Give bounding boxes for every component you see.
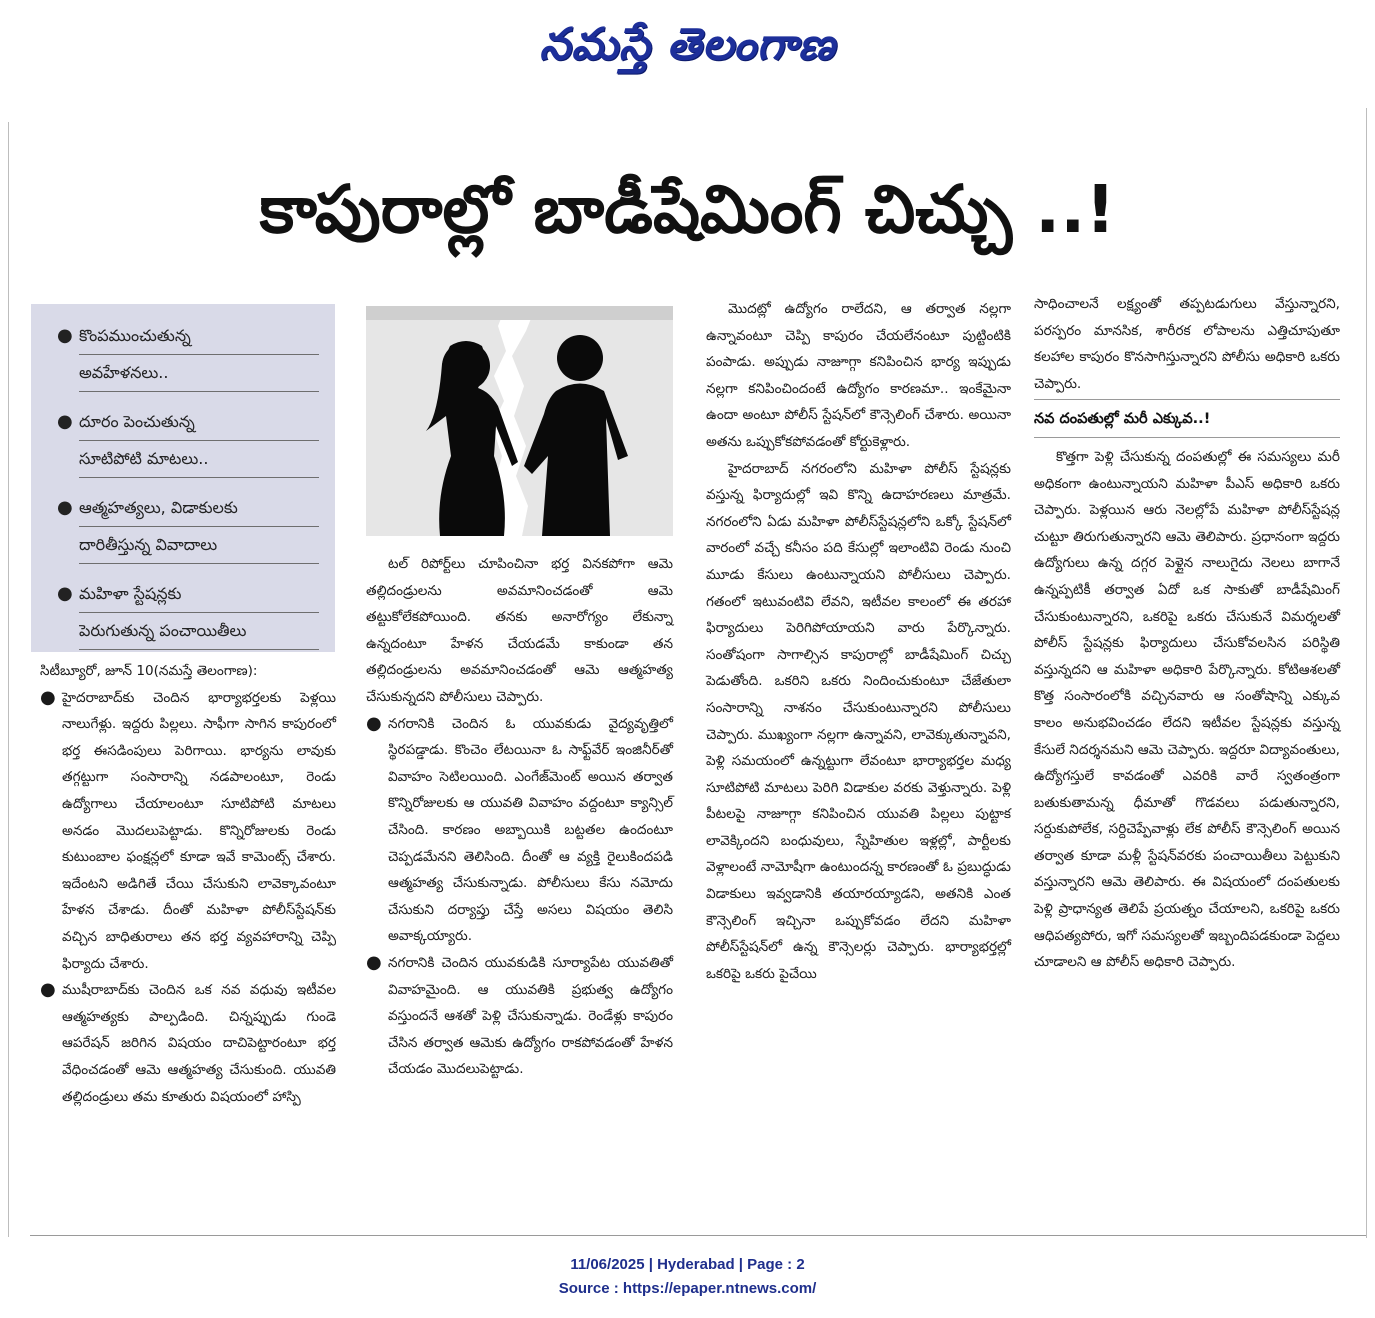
masthead-logo [0, 10, 1375, 80]
highlight-line: సూటిపోటి మాటలు.. [79, 441, 319, 478]
headline: కాపురాల్లో బాడీషేమింగ్ చిచ్చు ..! [259, 171, 1116, 248]
article-paragraph: ● ముషీరాబాద్‌కు చెందిన ఒక నవ వధువు ఇటీవల ఆత్మహత్యకు పాల్పడింది. చిన్నప్పుడు గుండె ఆపరేషన్ జరిగిన విషయం దాచిపెట్టారంటూ భర్త వేధించడంతో ఆమె ఆత్మహత్య చేసుకుంది. యువతి తల్లిదండ్రులు తమ కూతురు విషయంలో హాస్పి [40, 979, 336, 1105]
article-paragraph: మొదట్లో ఉద్యోగం రాలేదని, ఆ తర్వాత నల్లగా ఉన్నావంటూ చెప్పి కాపురం చేయలేనంటూ పుట్టింటికి పంపాడు. అప్పుడు నాజూగ్గా కనిపించిన భార్య ఇప్పుడు నల్లగా కనిపించిందంటే ఉద్యోగం కారణమా.. ఇంకేమైనా ఉందా అంటూ పోలీస్ స్టేషన్‌లో కౌన్సెలింగ్ చేశారు. అయినా అతను ఒప్పుకోకపోవడంతో కోర్టుకెళ్లారు. [706, 301, 1011, 450]
masthead-title: నమస్తే తెలంగాణ [539, 19, 836, 70]
article-paragraph: టల్ రిపోర్ట్‌లు చూపించినా భర్త వినకపోగా ఆమె తల్లిదండ్రులను అవమానించడంతో ఆమె తట్టుకోలేకపోయింది. తనకు అనారోగ్యం లేకున్నా ఉన్నదంటూ హేళన చేయడమే కాకుండా తన తల్లిదండ్రులను అవమానించడంతో ఆమె ఆత్మహత్య చేసుకున్నదని పోలీసులు చెప్పారు. [366, 556, 673, 705]
article-paragraph: హైదరాబాద్ నగరంలోని మహిళా పోలీస్ స్టేషన్లకు వస్తున్న ఫిర్యాదుల్లో ఇవి కొన్ని ఉదాహరణలు మాత్రమే. నగరంలోని ఏడు మహిళా పోలీస్‌స్టేషన్లలోని ఒక్కో స్టేషన్‌లో వారంలో వచ్చే కనీసం పది కేసుల్లో ఇలాంటివి రెండు నుంచి మూడు కేసులు ఉంటున్నాయని పోలీసులు చెప్పారు. గతంలో ఇటువంటివి లేవని, ఇటీవల కాలంలో ఈ తరహా ఫిర్యాదులు పెరిగిపోయాయని వారు పేర్కొన్నారు. సంతోషంగా సాగాల్సిన కాపురాల్లో బాడీషేమింగ్ చిచ్చు పెడుతోంది. ఒకరిని ఒకరు నిందించుకుంటూ చేజేతులా సంసారాన్ని నాశనం చేసుకుంటున్నారని పోలీసులు చెప్పారు. ముఖ్యంగా నల్లగా ఉన్నావని, లావెక్కుతున్నావని, పెళ్లి సమయంలో ఉన్నట్టుగా లేవంటూ భార్యాభర్తల మధ్య సూటిపోటి మాటలు పెరిగి విడాకుల వరకు వెళ్తున్నారు. పెళ్లి పీటలపై నాజూగ్గా కనిపించిన యువతి పిల్లలు పుట్టాక లావెక్కిందని బంధువులు, స్నేహితుల ఇళ్లల్లో, పార్టీలకు వెళ్లాలంటే నామోషీగా ఉంటుందన్న కారణంతో ఓ ప్రబుద్ధుడు విడాకులు ఇవ్వడానికి తయారయ్యాడని, అతనికి ఎంత కౌన్సెలింగ్ ఇచ్చినా ఒప్పుకోవడం లేదని మహిళా పోలీస్‌స్టేషన్‌లో ఉన్న కౌన్సెలర్లు చెప్పారు. భార్యాభర్తల్లో ఒకరిపై ఒకరు పైచేయి [706, 460, 1011, 982]
highlights-box [31, 304, 335, 652]
highlight-item [57, 318, 317, 392]
article-paragraph: కొత్తగా పెళ్లి చేసుకున్న దంపతుల్లో ఈ సమస్యలు మరీ అధికంగా ఉంటున్నాయని మహిళా పీఎస్ అధికారి ఒకరు చెప్పారు. పెళ్లయిన ఆరు నెలల్లోపే మహిళా పోలీస్‌స్టేషన్ల చుట్టూ తిరుగుతున్నారని ఆమె తెలిపారు. ప్రధానంగా ఇద్దరు ఉద్యోగులు ఉన్న దగ్గర పెళ్లైన నాలుగైదు నెలలు బాగానే ఉన్నప్పటికీ తర్వాత ఏదో ఒక సాకుతో బాడీషేమింగ్ చేసుకుంటున్నారని, ఒకరిపై ఒకరు చేసుకునే విమర్శలతో పోలీస్ స్టేషన్లకు ఫిర్యాదులు చేసుకోవలసిన పరిస్థితి వస్తున్నదని ఆ మహిళా అధికారి పేర్కొన్నారు. కోటిఆశలతో కొత్త సంసారంలోకి వచ్చినవారు ఆ సంతోషాన్ని ఎక్కువ కాలం అనుభవించడం లేదని ఇటీవల స్టేషన్లకు వస్తున్న కేసులే నిదర్శనమని ఆమె చెప్పారు. ఇద్దరూ విద్యావంతులు, ఉద్యోగస్తులే కావడంతో ఎవరికి వారే స్వతంత్రంగా బతుకుతామన్న ధీమాతో గొడవలు పడుతున్నారని, సర్దుకుపోలేక, సర్దిచెప్పేవాళ్లు లేక పోలీస్ కౌన్సెలింగ్ అయిన తర్వాత కూడా మళ్లీ స్టేషన్‌వరకు పంచాయితీలు పెట్టుకుని వస్తున్నారని ఆమె తెలిపారు. ఈ విషయంలో దంపతులకు పెళ్లి ప్రాధాన్యత తెలిపే ప్రయత్నం చేయాలని, ఒకరిపై ఒకరు ఆధిపత్యపోరు, ఇగో సమస్యలతో ఇబ్బందిపడకుండా పెద్దలు చూడాలని ఆ పోలీస్ అధికారి చెప్పారు. [1034, 448, 1340, 971]
highlight-item [57, 576, 317, 650]
article-column-3 [706, 296, 1011, 987]
article-column-2 [366, 551, 673, 1083]
highlight-line: అవహేళనలు.. [79, 355, 319, 392]
footer-source-link[interactable]: Source : https://epaper.ntnews.com/ [558, 1280, 817, 1297]
article-column-4 [1034, 291, 1340, 976]
divider [1034, 399, 1340, 400]
bullet-icon: ● [366, 712, 382, 734]
highlight-line: మహిళా స్టేషన్లకు [79, 576, 319, 613]
bullet-icon: ● [366, 951, 382, 973]
bullet-icon: ● [40, 979, 56, 1001]
bullet-icon: ● [57, 411, 73, 432]
bullet-icon: ● [57, 583, 73, 604]
footer-edition-info: 11/06/2025 | Hyderabad | Page : 2 [570, 1256, 805, 1273]
bullet-icon: ● [40, 686, 56, 708]
highlight-line: పెరుగుతున్న పంచాయితీలు [79, 613, 319, 650]
article-paragraph: సాధించాలనే లక్ష్యంతో తప్పటడుగులు వేస్తున్నారని, పరస్పరం మానసిక, శారీరక లోపాలను ఎత్తిచూపుతూ కలహాల కాపురం కొనసాగిస్తున్నారని పోలీసు అధికారి ఒకరు చెప్పారు. [1034, 296, 1340, 392]
article-paragraph: ● నగరానికి చెందిన ఓ యువకుడు వైద్యవృత్తిలో స్థిరపడ్డాడు. కొంచెం లేటయినా ఓ సాఫ్ట్‌వేర్ ఇంజినీర్‌తో వివాహం సెటిలయింది. ఎంగేజ్‌మెంట్ అయిన తర్వాత కొన్నిరోజులకు ఆ యువతి వివాహం వద్దంటూ క్యాన్సిల్ చేసింది. కారణం అబ్బాయికి బట్టతల ఉందంటూ చెప్పడమేనని తెలిసింది. దీంతో ఆ వ్యక్తి రైలుకిందపడి ఆత్మహత్య చేసుకున్నాడు. పోలీసులు కేసు నమోదు చేసుకుని దర్యాప్తు చేస్తే అసలు విషయం తెలిసి అవాక్కయ్యారు. [366, 712, 673, 945]
frame-bottom-rule [30, 1235, 1366, 1236]
article-paragraph: ● నగరానికి చెందిన యువకుడికి సూర్యాపేట యువతితో వివాహమైంది. ఆ యువతికి ప్రభుత్వ ఉద్యోగం వస్తుందనే ఆశతో పెళ్లి చేసుకున్నాడు. రెండేళ్లు కాపురం చేసిన తర్వాత ఆమెకు ఉద్యోగం రాకపోవడంతో హేళన చేయడం మొదలుపెట్టాడు. [366, 951, 673, 1078]
highlight-line: ఆత్మహత్యలు, విడాకులకు [79, 490, 319, 527]
highlight-line: కొంపముంచుతున్న [79, 318, 319, 355]
frame-left-border [8, 122, 9, 1237]
couple-silhouette-photo [366, 306, 673, 536]
bullet-icon: ● [57, 497, 73, 518]
highlight-line: దారితీస్తున్న వివాదాలు [79, 527, 319, 564]
couple-silhouette-illustration [366, 306, 673, 536]
bullet-icon: ● [57, 325, 73, 346]
highlight-line: దూరం పెంచుతున్న [79, 404, 319, 441]
subheading: నవ దంపతుల్లో మరీ ఎక్కువ..! [1034, 411, 1211, 428]
divider [1034, 437, 1340, 438]
article-column-1 [40, 658, 336, 1110]
highlight-item [57, 490, 317, 564]
article-paragraph: ● హైదరాబాద్‌కు చెందిన భార్యాభర్తలకు పెళ్లయి నాలుగేళ్లు. ఇద్దరు పిల్లలు. సాఫీగా సాగిన కాపురంలో భర్త ఈసడింపులు పెరిగాయి. భార్యను లావుకు తగ్గట్టుగా సంసారాన్ని నడపాలంటూ, రెండు ఉద్యోగాలు చేయాలంటూ సూటిపోటి మాటలు అనడం మొదలుపెట్టాడు. కొన్నిరోజులకు రెండు కుటుంబాల ఫంక్షన్లలో కూడా ఇవే కామెంట్స్ చేశారు. ఇదేంటని అడిగితే చేయి చేసుకుని లావెక్కావంటూ హేళన చేశాడు. దీంతో మహిళా పోలీస్‌స్టేషన్‌కు వచ్చిన బాధితురాలు తన భర్త వ్యవహారాన్ని చెప్పి ఫిర్యాదు చేశారు. [40, 686, 336, 972]
highlight-item [57, 404, 317, 478]
frame-right-border [1366, 108, 1367, 1238]
dateline: సిటీబ్యూరో, జూన్ 10(నమస్తే తెలంగాణ): [40, 663, 258, 679]
